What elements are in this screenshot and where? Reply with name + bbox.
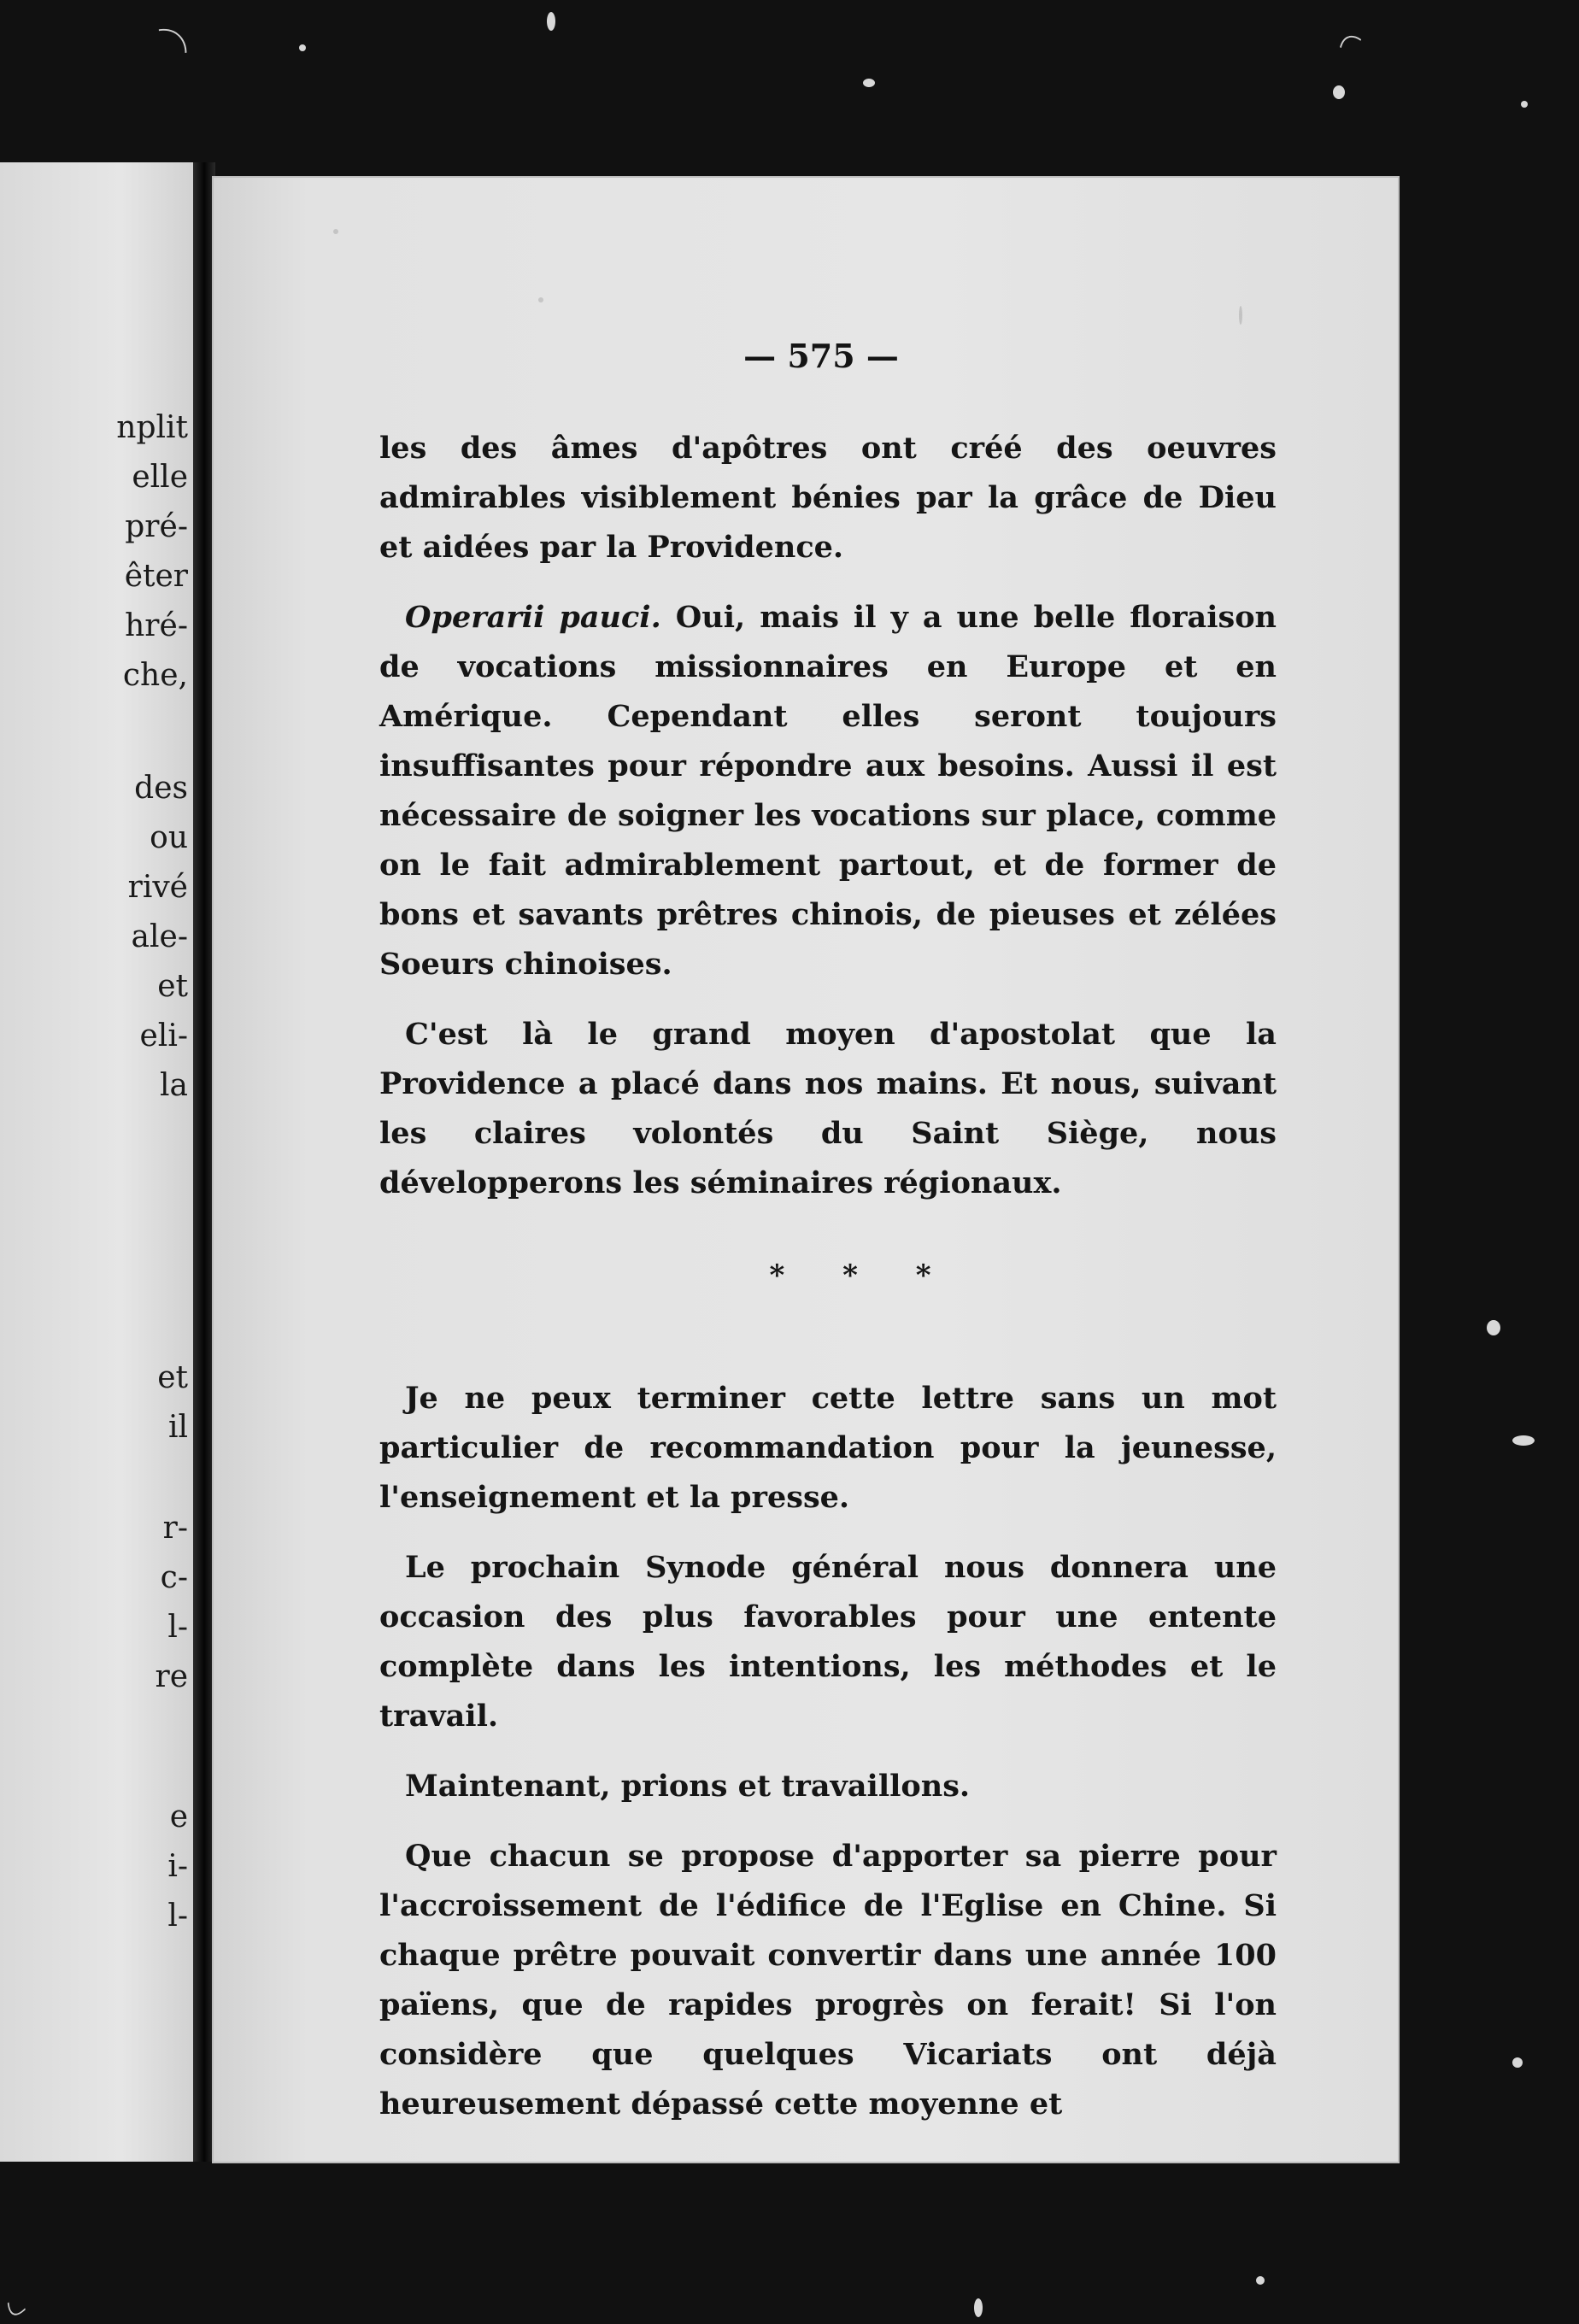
paragraph-text: C'est là le grand moyen d'apostolat que la Providence a placé dans nos mains. Et nous, suivant les claires volontés du Saint Siège, nous développerons les séminaires régionaux. bbox=[379, 1017, 1277, 1200]
left-page-fragment: rivé bbox=[127, 870, 188, 905]
film-scratch bbox=[0, 2185, 76, 2321]
left-page-fragment: che, bbox=[122, 658, 188, 693]
section-separator: * * * bbox=[769, 1259, 955, 1293]
film-scratch bbox=[111, 16, 199, 106]
paragraph-text: Oui, mais il y a une belle floraison de vocations missionnaires en Europe et en Amérique. Cependant elles seront toujours insuffisantes pour répondre aux besoins. Aussi il est nécessaire de soigner les vocations sur place, comme on le fait admirablement partout, et de former de bons et savants prêtres chinois, de pieuses et zélées Soeurs chinoises. bbox=[379, 600, 1277, 982]
left-page-fragment: il bbox=[167, 1410, 188, 1445]
paper-blemish bbox=[333, 229, 338, 234]
film-speck bbox=[299, 44, 306, 51]
paper-blemish bbox=[1239, 306, 1242, 325]
book-page bbox=[214, 178, 1398, 2162]
paragraph bbox=[379, 1762, 1277, 1811]
left-page-fragment: eli- bbox=[139, 1018, 188, 1053]
paragraph bbox=[379, 593, 1277, 989]
book-gutter bbox=[193, 162, 215, 2162]
paragraph bbox=[379, 1832, 1277, 2129]
film-speck bbox=[1487, 1320, 1500, 1335]
left-page-fragment: e bbox=[169, 1799, 188, 1834]
film-speck bbox=[1256, 2276, 1265, 2285]
paragraph-text: Je ne peux terminer cette lettre sans un mot particulier de recommandation pour la jeunesse, l'enseignement et la presse. bbox=[379, 1381, 1277, 1515]
left-page-fragment: nplit bbox=[116, 410, 188, 445]
paragraph bbox=[379, 424, 1277, 572]
paragraph-text: Maintenant, prions et travaillons. bbox=[405, 1769, 971, 1804]
left-page-fragment: i- bbox=[167, 1849, 188, 1884]
paragraph bbox=[379, 1543, 1277, 1741]
page-number: — 575 — bbox=[743, 337, 899, 375]
left-page-fragment: elle bbox=[132, 460, 188, 495]
paper-blemish bbox=[538, 297, 543, 302]
left-page-fragment: r- bbox=[162, 1511, 188, 1546]
paragraph-intro-italic: Operarii pauci. bbox=[405, 600, 661, 635]
film-speck bbox=[547, 12, 555, 31]
film-speck bbox=[1512, 2057, 1523, 2068]
paragraph-text: Que chacun se propose d'apporter sa pierre pour l'accroissement de l'édifice de l'Eglise en Chine. Si chaque prêtre pouvait convertir dans une année 100 païens, que de rapides progrès on ferait! Si l'on considère que quelques Vicariats ont déjà heureusement dépassé cette moyenne et bbox=[379, 1839, 1277, 2122]
film-speck bbox=[974, 2298, 983, 2317]
left-page-fragment: et bbox=[157, 1360, 188, 1395]
left-facing-page bbox=[0, 162, 202, 2162]
left-page-fragment: la bbox=[160, 1068, 188, 1103]
film-speck bbox=[1333, 85, 1345, 99]
left-page-fragment: et bbox=[157, 969, 188, 1004]
left-page-fragment: pré- bbox=[125, 509, 188, 544]
left-page-fragment: re bbox=[155, 1659, 188, 1694]
page-body bbox=[379, 424, 1277, 2129]
film-speck bbox=[863, 79, 875, 87]
left-page-fragment: hré- bbox=[125, 608, 188, 643]
left-page-fragment: l- bbox=[167, 1610, 188, 1645]
film-speck bbox=[1512, 1435, 1535, 1446]
left-page-fragment: des bbox=[134, 771, 188, 806]
left-page-fragment: êter bbox=[124, 559, 188, 594]
paragraph-text: les des âmes d'apôtres ont créé des oeuvres admirables visiblement bénies par la grâce de Dieu et aidées par la Providence. bbox=[379, 431, 1277, 565]
left-page-fragment: l- bbox=[167, 1899, 188, 1934]
left-page-fragment: ale- bbox=[131, 919, 188, 954]
paragraph bbox=[379, 1010, 1277, 1208]
paragraph-text: Le prochain Synode général nous donnera une occasion des plus favorables pour une entente complète dans les intentions, les méthodes et le travail. bbox=[379, 1550, 1277, 1734]
paragraph bbox=[379, 1374, 1277, 1523]
left-page-fragment: c- bbox=[160, 1560, 188, 1595]
film-speck bbox=[1521, 101, 1528, 108]
left-page-fragment: ou bbox=[150, 820, 188, 855]
